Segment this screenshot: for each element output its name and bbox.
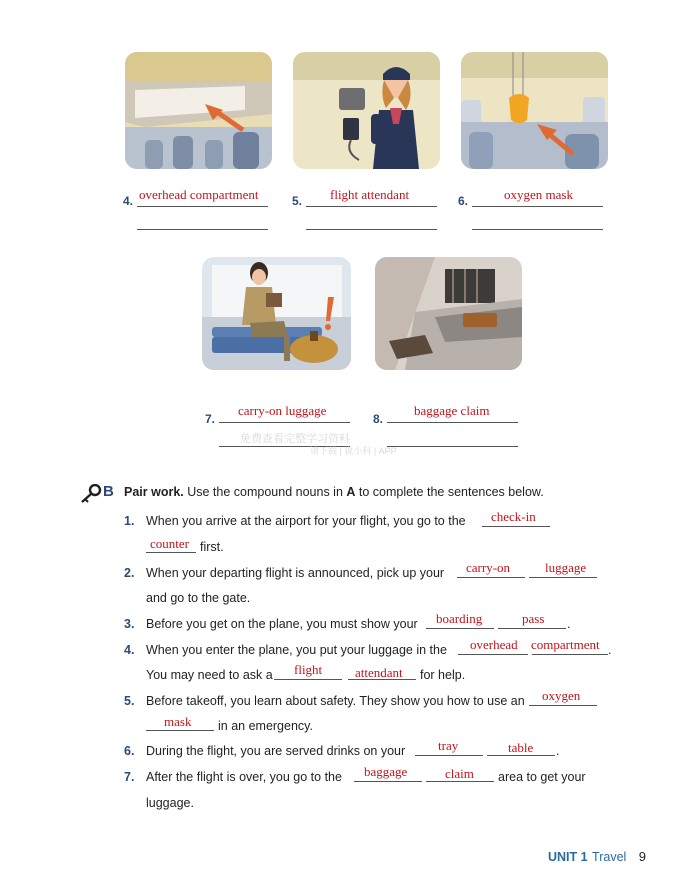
sentence-3-answer-2: pass xyxy=(522,611,545,626)
sentence-1-end: first. xyxy=(200,540,224,554)
sentence-number-4: 4. xyxy=(124,643,135,657)
item-number-8: 8. xyxy=(373,412,384,426)
sentence-3-text: Before you get on the plane, you must show your xyxy=(146,617,418,631)
answer-5: flight attendant xyxy=(330,187,410,202)
item-number-6: 6. xyxy=(458,194,469,208)
sentence-7-text: After the flight is over, you go to the xyxy=(146,770,342,784)
footer-unit: UNIT 1 xyxy=(548,850,588,864)
sentence-4-answer-4: attendant xyxy=(355,665,403,680)
carry-on-luggage-illustration xyxy=(202,257,351,370)
sentence-number-2: 2. xyxy=(124,566,135,580)
sentence-4-answer-3: flight xyxy=(294,662,323,677)
sentence-6-answer-1: tray xyxy=(438,738,459,753)
oxygen-mask-illustration xyxy=(461,52,608,169)
sentence-7-answer-1: baggage xyxy=(364,764,408,779)
sentence-number-6: 6. xyxy=(124,744,135,758)
page-footer xyxy=(548,848,646,866)
sentence-7-end: luggage. xyxy=(146,796,194,810)
sentence-number-7: 7. xyxy=(124,770,135,784)
extra-line-4[interactable] xyxy=(137,213,268,230)
sentence-5-answer-1: oxygen xyxy=(542,688,581,703)
instructions-pre: Use the compound nouns in xyxy=(187,485,347,499)
sentence-7-continue: area to get your xyxy=(498,770,586,784)
baggage-claim-illustration xyxy=(375,257,522,370)
footer-topic: Travel xyxy=(592,850,627,864)
sentence-6-answer-2: table xyxy=(508,740,534,755)
sentence-7-answer-2: claim xyxy=(445,766,474,781)
sentence-number-3: 3. xyxy=(124,617,135,631)
extra-line-6[interactable] xyxy=(472,213,603,230)
instructions-post: to complete the sentences below. xyxy=(355,485,544,499)
section-letter: B xyxy=(103,483,114,500)
sentence-4-continue-pre: You may need to ask a xyxy=(146,668,273,682)
sentence-number-5: 5. xyxy=(124,694,135,708)
sentence-2-answer-1: carry-on xyxy=(466,560,511,575)
sentence-6-end: . xyxy=(556,744,560,758)
extra-line-5[interactable] xyxy=(306,213,437,230)
sentence-4-answer-2: compartment xyxy=(531,637,600,652)
watermark-line-2: 请下载 | 说小科 | APP xyxy=(310,446,397,456)
answer-4: overhead compartment xyxy=(139,187,259,202)
item-number-7: 7. xyxy=(205,412,216,426)
page-number: 9 xyxy=(638,849,646,864)
section-title: Pair work. xyxy=(124,485,184,499)
sentence-6-text: During the flight, you are served drinks on your xyxy=(146,744,406,758)
sentence-2-continue: and go to the gate. xyxy=(146,591,251,605)
overhead-compartment-illustration xyxy=(125,52,272,169)
item-number-5: 5. xyxy=(292,194,303,208)
sentence-3-end: . xyxy=(567,617,571,631)
answer-8: baggage claim xyxy=(414,403,490,418)
sentence-4-end: . xyxy=(608,643,612,657)
sentence-1-answer-1: check-in xyxy=(491,509,536,524)
answer-6: oxygen mask xyxy=(504,187,573,202)
sentence-4-answer-1: overhead xyxy=(470,637,518,652)
sentence-4-continue-post: for help. xyxy=(420,668,466,682)
sentence-2-answer-2: luggage xyxy=(545,560,587,575)
instructions-bold: A xyxy=(346,485,356,499)
answer-7: carry-on luggage xyxy=(238,403,327,418)
watermark-line-1: 免费查看完整学习资料 xyxy=(240,433,350,445)
sentence-1-text: When you arrive at the airport for your flight, you go to the xyxy=(146,514,466,528)
sentence-4-text: When you enter the plane, you put your luggage in the xyxy=(146,643,447,657)
sentence-5-text: Before takeoff, you learn about safety. They show you how to use an xyxy=(146,694,525,708)
extra-line-8[interactable] xyxy=(387,430,518,447)
key-icon xyxy=(80,484,102,504)
sentence-5-continue: in an emergency. xyxy=(218,719,313,733)
sentence-1-answer-2: counter xyxy=(150,536,189,551)
sentence-number-1: 1. xyxy=(124,514,135,528)
sentence-3-answer-1: boarding xyxy=(436,611,483,626)
section-instructions xyxy=(124,485,544,499)
sentence-5-answer-2: mask xyxy=(164,714,192,729)
sentence-2-text: When your departing flight is announced, pick up your xyxy=(146,566,445,580)
item-number-4: 4. xyxy=(123,194,134,208)
flight-attendant-illustration xyxy=(293,52,440,169)
